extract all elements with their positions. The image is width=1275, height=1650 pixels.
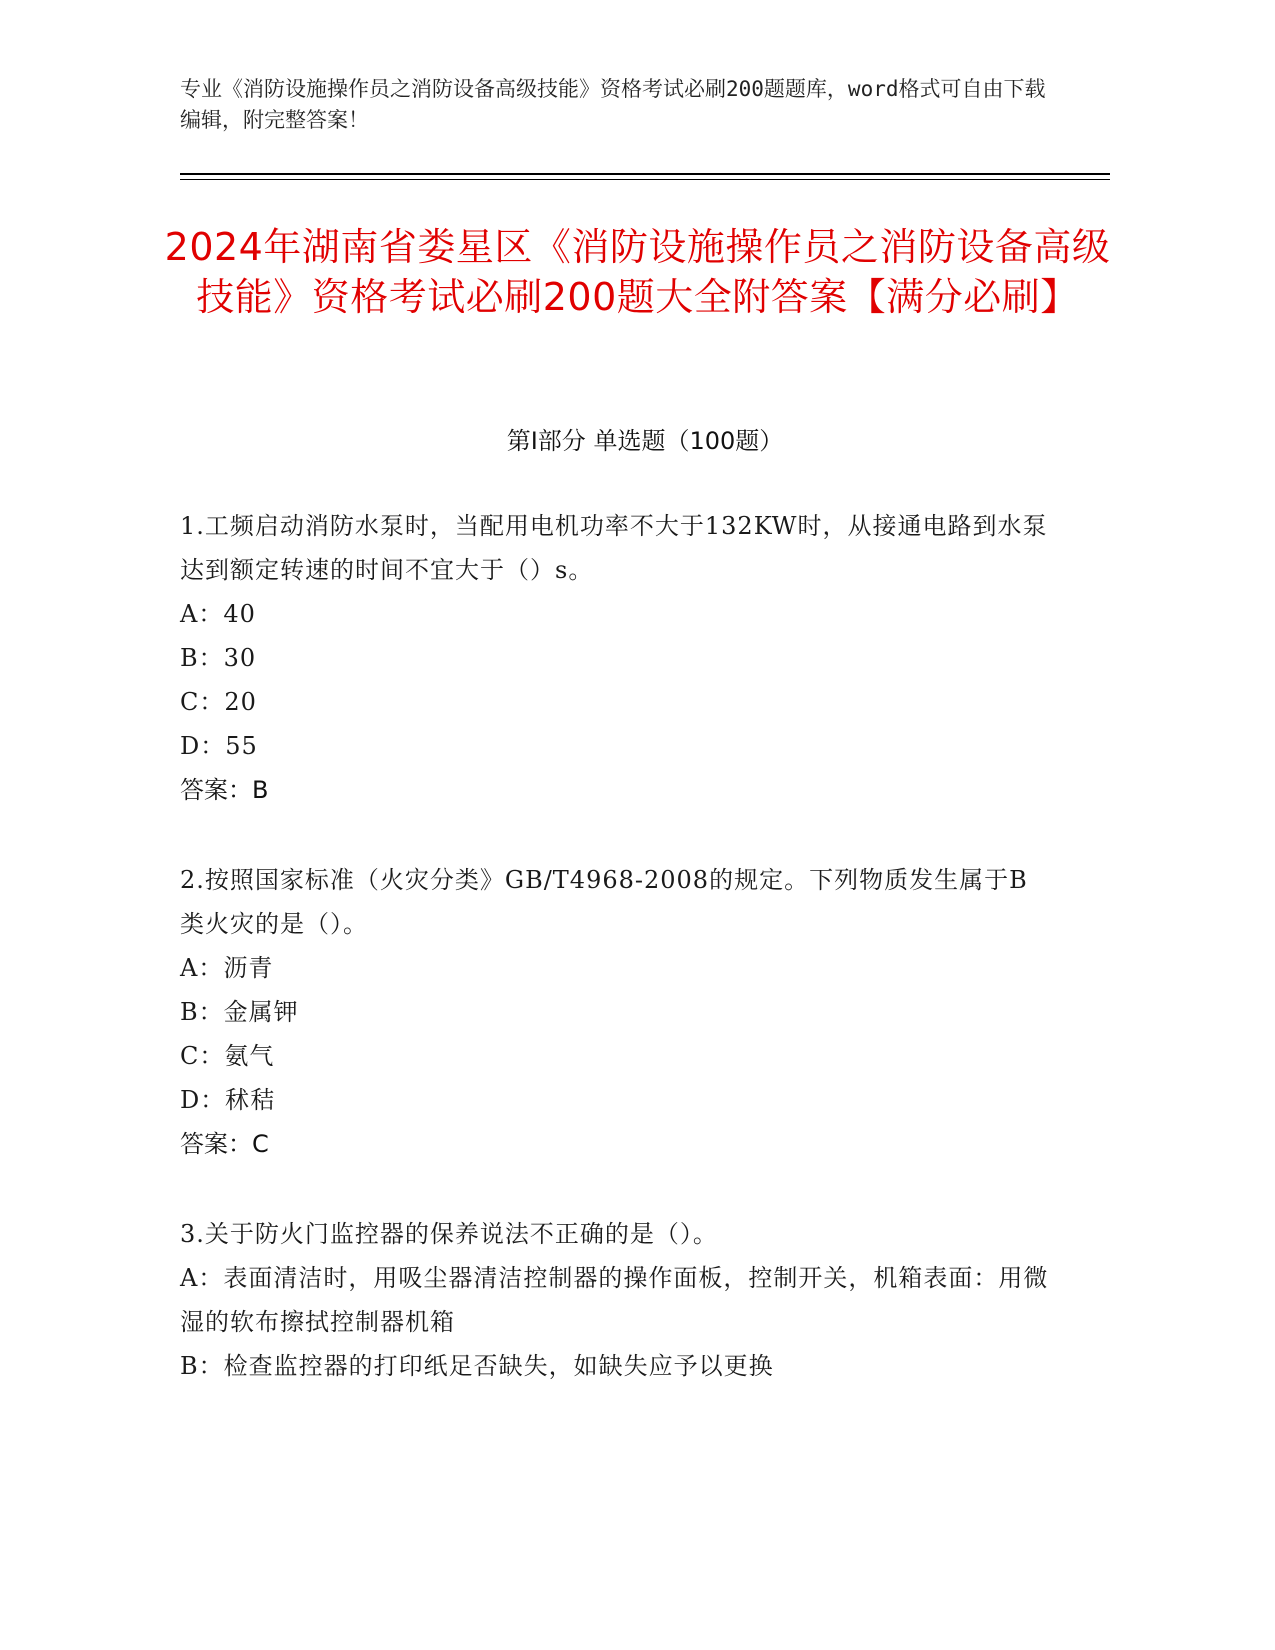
option-c: C：20	[180, 688, 257, 716]
option-d: D：55	[180, 732, 258, 760]
option-d: D：秫秸	[180, 1086, 276, 1114]
header-divider-thick	[180, 173, 1110, 175]
option-b: B：金属钾	[180, 998, 299, 1026]
option-b: B：检查监控器的打印纸足否缺失，如缺失应予以更换	[180, 1352, 774, 1380]
question-2	[180, 858, 1050, 1166]
option-a: A：沥青	[180, 954, 274, 982]
answer: 答案：C	[180, 1130, 269, 1158]
question-stem: 3.关于防火门监控器的保养说法不正确的是（）。	[180, 1220, 718, 1248]
question-stem: 1.工频启动消防水泵时，当配用电机功率不大于132KW时，从接通电路到水泵达到额定转速的时间不宜大于（）s。	[180, 512, 1048, 584]
question-1	[180, 504, 1050, 812]
section-title: 第Ⅰ部分 单选题（100题）	[506, 427, 784, 455]
option-c: C：氨气	[180, 1042, 275, 1070]
header-divider-thin	[180, 179, 1110, 180]
option-b: B：30	[180, 644, 257, 672]
question-3	[180, 1212, 1050, 1388]
document-title: 2024年湖南省娄星区《消防设施操作员之消防设备高级技能》资格考试必刷200题大全附答案【满分必刷】	[164, 225, 1111, 319]
option-a: A：表面清洁时，用吸尘器清洁控制器的操作面板，控制开关，机箱表面：用微湿的软布擦拭控制器机箱	[180, 1264, 1049, 1336]
question-stem: 2.按照国家标准（火灾分类》GB/T4968-2008的规定。下列物质发生属于B类火灾的是（）。	[180, 866, 1028, 938]
option-a: A：40	[180, 600, 256, 628]
header-note: 专业《消防设施操作员之消防设备高级技能》资格考试必刷200题题库，word格式可自由下载编辑，附完整答案！	[180, 77, 1046, 132]
question-list	[180, 504, 1050, 1434]
answer: 答案：B	[180, 776, 269, 804]
